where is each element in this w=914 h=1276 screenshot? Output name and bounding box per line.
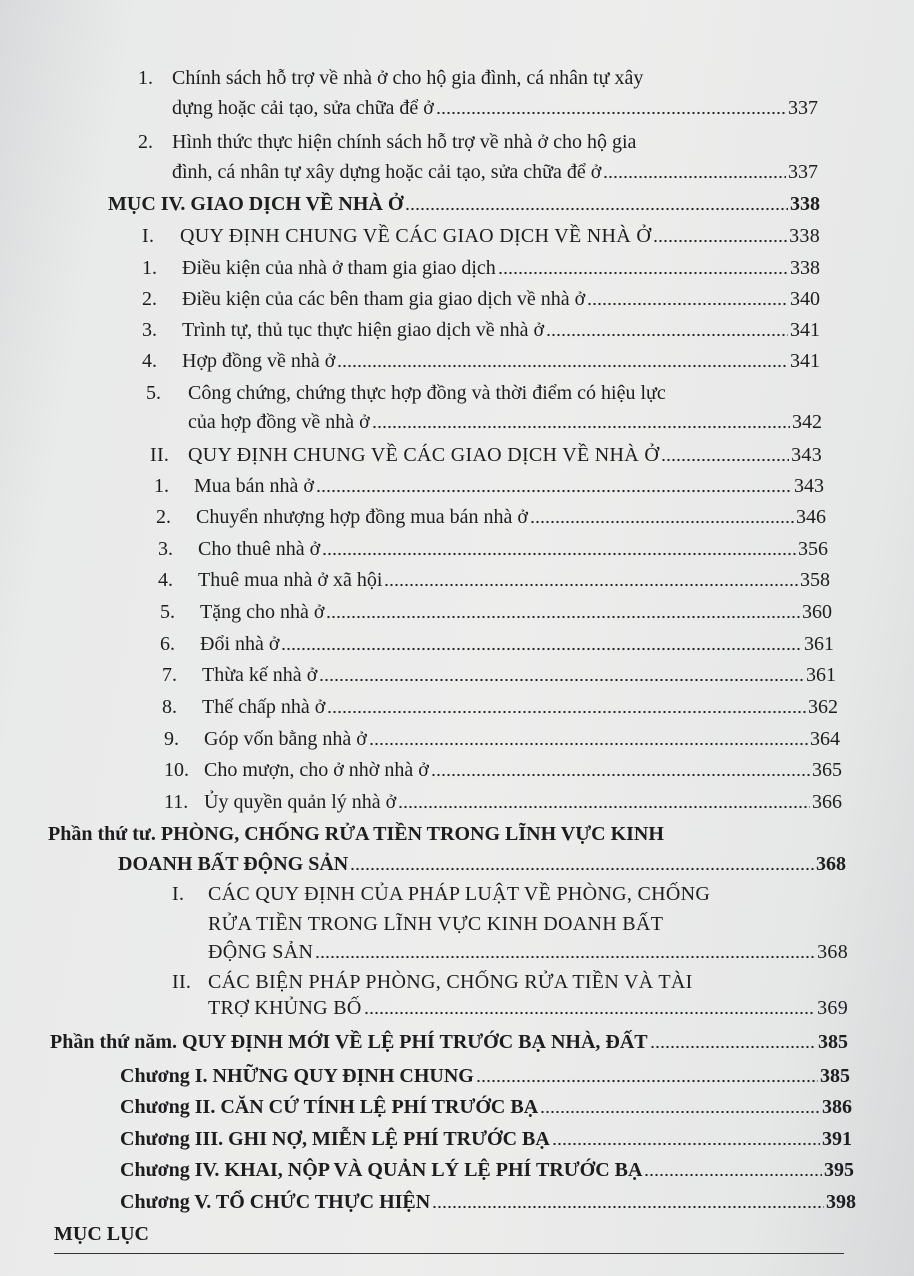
toc-subsection-heading [172,882,710,906]
leader-dots [587,302,788,306]
entry-page: 338 [790,257,820,279]
entry-number: 5. [146,382,161,404]
toc-entry-line [138,66,643,90]
entry-page: 361 [806,664,836,686]
toc-entry-line [156,505,826,529]
entry-number: 6. [160,633,175,655]
entry-page: 358 [800,569,830,591]
leader-dots [436,111,786,115]
entry-text: MỤC LỤC [54,1223,149,1245]
toc-entry-line [160,600,832,624]
leader-dots [372,425,790,429]
entry-text: Chuyển nhượng hợp đồng mua bán nhà ở [196,506,528,528]
toc-entry-line [138,130,636,154]
entry-text: dựng hoặc cải tạo, sửa chữa để ở [172,97,434,119]
running-footer-title [54,1222,149,1246]
entry-text: DOANH BẤT ĐỘNG SẢN [118,853,349,875]
entry-text: Công chứng, chứng thực hợp đồng và thời điểm có hiệu lực [188,382,666,404]
toc-entry-line [160,632,834,656]
entry-text: Thuê mua nhà ở xã hội [198,569,383,591]
entry-text: Chương II. CĂN CỨ TÍNH LỆ PHÍ TRƯỚC BẠ [120,1096,539,1118]
entry-page: 365 [812,759,842,781]
entry-page: 341 [790,350,820,372]
entry-page: 343 [791,444,822,466]
toc-entry-line [142,287,820,311]
entry-text: Ủy quyền quản lý nhà ở [204,791,397,813]
toc-entry-line [164,727,840,751]
toc-section-heading [108,192,820,216]
entry-number: 4. [142,350,157,372]
entry-text: đình, cá nhân tự xây dựng hoặc cải tạo, sửa chữa để ở [172,161,602,183]
entry-number: 1. [138,67,153,89]
entry-text: Chương IV. KHAI, NỘP VÀ QUẢN LÝ LỆ PHÍ TRƯỚC BẠ [120,1159,643,1181]
leader-dots [644,1173,822,1177]
toc-part-heading [50,1030,848,1054]
entry-page: 337 [788,97,818,119]
leader-dots [316,489,792,493]
entry-page: 391 [822,1128,852,1150]
entry-text: Chương I. NHỮNG QUY ĐỊNH CHUNG [120,1065,474,1087]
entry-number: 5. [160,601,175,623]
entry-number: 4. [158,569,173,591]
entry-page: 360 [802,601,832,623]
leader-dots [661,458,789,462]
entry-number: I. [142,225,155,247]
entry-number: 3. [142,319,157,341]
toc-entry-line [172,160,818,184]
toc-part-heading [118,852,846,876]
entry-page: 398 [826,1191,856,1213]
leader-dots [650,1045,816,1049]
entry-number: 8. [162,696,177,718]
entry-text: RỬA TIỀN TRONG LĨNH VỰC KINH DOANH BẤT [208,913,664,935]
entry-page: 343 [794,475,824,497]
leader-dots [384,583,798,587]
toc-entry-line [154,474,824,498]
toc-entry-line [164,790,842,814]
entry-page: 368 [816,853,846,875]
entry-text: ĐỘNG SẢN [208,941,314,963]
toc-entry-line [158,568,830,592]
entry-text: MỤC IV. GIAO DỊCH VỀ NHÀ Ở [108,193,404,215]
entry-number: 9. [164,728,179,750]
entry-number: 1. [154,475,169,497]
toc-subsection-heading [208,912,663,936]
entry-text: Cho mượn, cho ở nhờ nhà ở [204,759,429,781]
entry-page: 395 [824,1159,854,1181]
toc-entry-line [162,663,836,687]
leader-dots [364,1011,815,1015]
entry-page: 337 [788,161,818,183]
toc-subsection-heading [208,940,848,964]
entry-text: Trình tự, thủ tục thực hiện giao dịch về nhà ở [182,319,545,341]
leader-dots [498,271,788,275]
entry-text: CÁC QUY ĐỊNH CỦA PHÁP LUẬT VỀ PHÒNG, CHỐNG [208,883,711,905]
entry-number: 2. [142,288,157,310]
toc-chapter [120,1064,850,1088]
entry-page: 341 [790,319,820,341]
entry-text: Chương III. GHI NỢ, MIỄN LỆ PHÍ TRƯỚC BẠ [120,1128,550,1150]
toc-entry-line [162,695,838,719]
leader-dots [431,773,810,777]
toc-entry-line [158,537,828,561]
toc-entry-line [172,96,818,120]
entry-number: 3. [158,538,173,560]
leader-dots [432,1205,824,1209]
toc-chapter [120,1095,852,1119]
toc-subsection-heading [208,996,848,1020]
entry-text: TRỢ KHỦNG BỐ [208,997,362,1019]
leader-dots [327,710,806,714]
entry-page: 385 [818,1031,848,1053]
entry-text: Mua bán nhà ở [194,475,314,497]
leader-dots [337,364,788,368]
entry-page: 338 [790,193,820,215]
leader-dots [540,1110,820,1114]
toc-entry-line [142,318,820,342]
entry-text: Điều kiện của nhà ở tham gia giao dịch [182,257,496,279]
entry-number: 2. [138,131,153,153]
entry-text: của hợp đồng về nhà ở [188,411,370,433]
leader-dots [530,520,794,524]
leader-dots [319,678,804,682]
toc-subsection-heading [142,224,820,248]
leader-dots [653,239,787,243]
leader-dots [603,175,786,179]
entry-page: 362 [808,696,838,718]
toc-entry-line [164,758,842,782]
footer-rule [54,1253,844,1254]
entry-text: Hợp đồng về nhà ở [182,350,336,372]
toc-part-heading [48,822,664,846]
leader-dots [552,1142,820,1146]
toc-subsection-heading [172,970,693,994]
entry-number: 7. [162,664,177,686]
entry-text: Phần thứ năm. QUY ĐỊNH MỚI VỀ LỆ PHÍ TRƯỚC BẠ NHÀ, ĐẤT [50,1031,648,1053]
entry-number: 2. [156,506,171,528]
entry-number: 11. [164,791,189,813]
entry-page: 342 [792,411,822,433]
entry-text: Cho thuê nhà ở [198,538,321,560]
leader-dots [546,333,788,337]
entry-text: QUY ĐỊNH CHUNG VỀ CÁC GIAO DỊCH VỀ NHÀ Ở [188,444,660,466]
toc-entry-line [142,256,820,280]
entry-page: 356 [798,538,828,560]
entry-page: 369 [817,997,848,1019]
entry-page: 361 [804,633,834,655]
entry-text: Thừa kế nhà ở [202,664,318,686]
toc-subsection-heading [150,443,822,467]
entry-text: QUY ĐỊNH CHUNG VỀ CÁC GIAO DỊCH VỀ NHÀ Ở [180,225,652,247]
entry-text: CÁC BIỆN PHÁP PHÒNG, CHỐNG RỬA TIỀN VÀ TÀI [208,971,693,993]
leader-dots [398,805,810,809]
entry-page: 346 [796,506,826,528]
leader-dots [281,647,802,651]
toc-chapter [120,1190,856,1214]
leader-dots [322,552,796,556]
leader-dots [405,207,788,211]
toc-chapter [120,1158,854,1182]
entry-page: 385 [820,1065,850,1087]
entry-text: Tặng cho nhà ở [200,601,325,623]
entry-text: Chính sách hỗ trợ về nhà ở cho hộ gia đình, cá nhân tự xây [172,67,644,89]
entry-text: Chương V. TỔ CHỨC THỰC HIỆN [120,1191,431,1213]
leader-dots [476,1079,818,1083]
entry-text: Điều kiện của các bên tham gia giao dịch về nhà ở [182,288,586,310]
entry-text: Thế chấp nhà ở [202,696,326,718]
leader-dots [326,615,800,619]
leader-dots [350,867,814,871]
toc-entry-line [146,381,666,405]
entry-page: 340 [790,288,820,310]
toc-chapter [120,1127,852,1151]
entry-number: II. [150,444,170,466]
entry-page: 364 [810,728,840,750]
toc-entry-line [188,410,822,434]
leader-dots [315,955,815,959]
entry-text: Hình thức thực hiện chính sách hỗ trợ về nhà ở cho hộ gia [172,131,637,153]
entry-number: 1. [142,257,157,279]
entry-page: 366 [812,791,842,813]
entry-text: Góp vốn bằng nhà ở [204,728,367,750]
entry-text: Đổi nhà ở [200,633,280,655]
entry-number: I. [172,883,185,905]
entry-number: 10. [164,759,189,781]
entry-page: 338 [789,225,820,247]
toc-entry-line [142,349,820,373]
entry-number: II. [172,971,192,993]
leader-dots [369,742,808,746]
entry-text: Phần thứ tư. PHÒNG, CHỐNG RỬA TIỀN TRONG LĨNH VỰC KINH [48,823,664,845]
entry-page: 386 [822,1096,852,1118]
entry-page: 368 [817,941,848,963]
